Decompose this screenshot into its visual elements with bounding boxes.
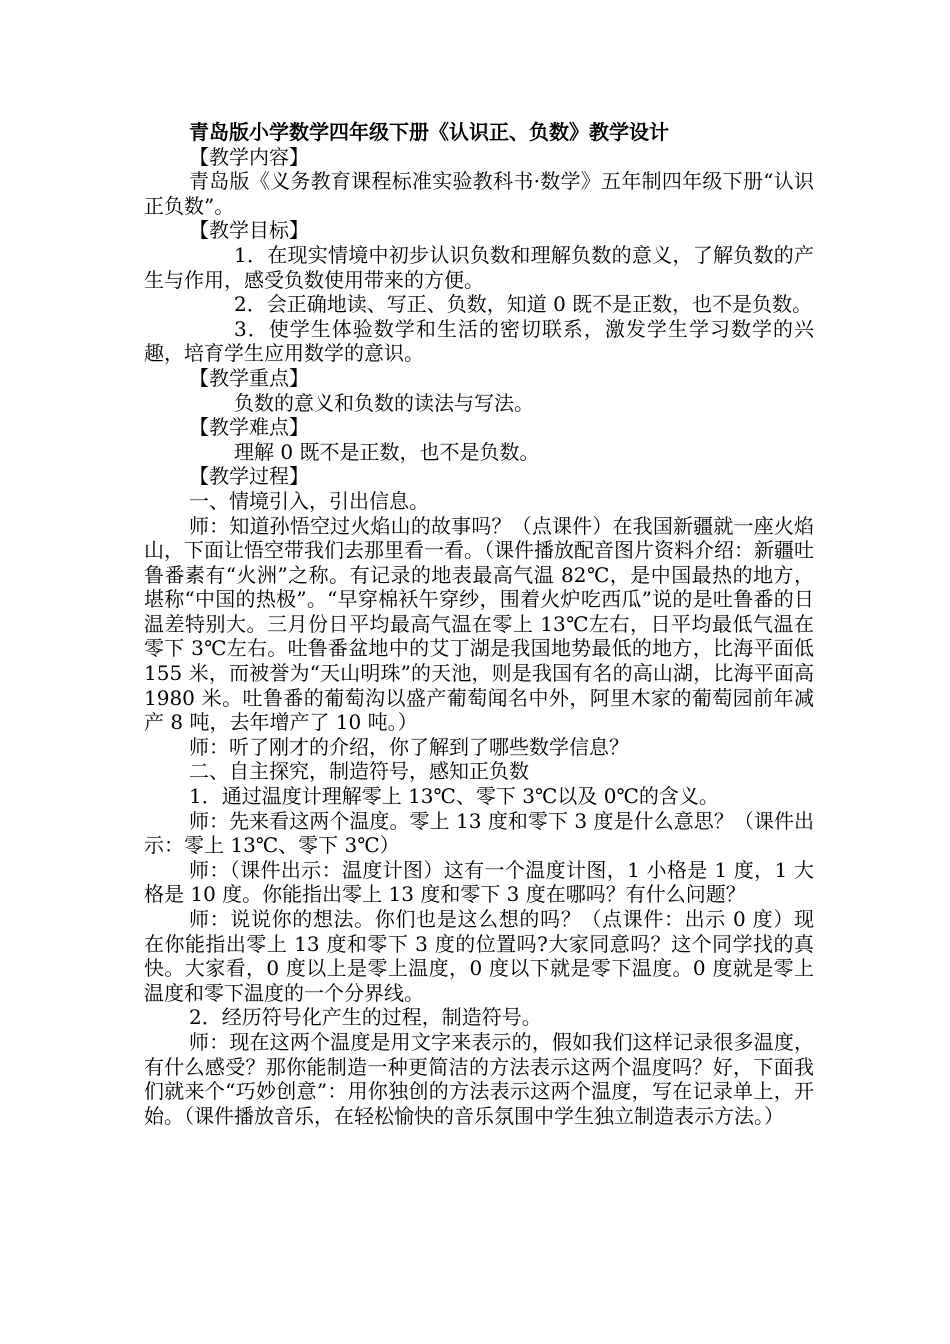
section-heading-process: 【教学过程】: [189, 464, 309, 489]
process-paragraph: 师：知道孙悟空过火焰山的故事吗？（点课件）在我国新疆就一座火焰山，下面让悟空带我们去那里看一看。（课件播放配音图片资料介绍：新疆吐鲁番素有“火洲”之称。有记录的地表最高气温 82℃，是中国最热的地方，堪称“中国的热极”。“早穿棉袄午穿纱，围着火炉吃西瓜”说的是吐鲁番的日温差特别大。三月份日平均最高气温在零上 13℃左右，日平均最低气温在零下 3℃左右。吐鲁番盆地中的艾丁湖是我国地势最低的地方，比海平面低 155 米，而被誉为“天山明珠”的天池，则是我国有名的高山湖，比海平面高 1980 米。吐鲁番的葡萄沟以盛产葡萄闻名中外，阿里木家的葡萄园前年减产 8 吨，去年增产了 10 吨。）: [144, 513, 814, 735]
process-paragraph: 2．经历符号化产生的过程，制造符号。: [189, 1005, 542, 1030]
process-paragraph: 一、情境引入，引出信息。: [189, 488, 429, 513]
process-paragraph: 1．通过温度计理解零上 13℃、零下 3℃以及 0℃的含义。: [189, 784, 719, 809]
process-paragraph: 师：先来看这两个温度。零上 13 度和零下 3 度是什么意思？（课件出示：零上 13℃、零下 3℃）: [144, 808, 814, 858]
goal-item: 2．会正确地读、写正、负数，知道 0 既不是正数，也不是负数。: [234, 292, 813, 317]
section-heading-difficulty: 【教学难点】: [189, 415, 309, 440]
process-paragraph: 师：说说你的想法。你们也是这么想的吗？（点课件：出示 0 度）现在你能指出零上 13 度和零下 3 度的位置吗?大家同意吗？这个同学找的真快。大家看，0 度以上是零上温度，0 度以下就是零下温度。0 度就是零上温度和零下温度的一个分界线。: [144, 907, 814, 1005]
section-heading-content: 【教学内容】: [189, 144, 309, 169]
difficulty-text: 理解 0 既不是正数，也不是负数。: [234, 439, 540, 464]
section-heading-goals: 【教学目标】: [189, 218, 309, 243]
process-paragraph: 师：现在这两个温度是用文字来表示的，假如我们这样记录很多温度，有什么感受？那你能制造一种更简洁的方法表示这两个温度吗？好，下面我们就来个“巧妙创意”：用你独创的方法表示这两个温度，写在记录单上，开始。（课件播放音乐，在轻松愉快的音乐氛围中学生独立制造表示方法。）: [144, 1029, 814, 1128]
document-page: [144, 120, 814, 1128]
document-title: 青岛版小学数学四年级下册《认识正、负数》教学设计: [189, 120, 669, 144]
key-points-text: 负数的意义和负数的读法与写法。: [234, 390, 534, 415]
process-paragraph: 师：听了刚才的介绍，你了解到了哪些数学信息？: [189, 734, 629, 759]
process-paragraph: 二、自主探究，制造符号，感知正负数: [189, 759, 529, 784]
goal-item: 3．使学生体验数学和生活的密切联系，激发学生学习数学的兴趣，培育学生应用数学的意识。: [144, 316, 814, 366]
process-paragraph: 师：（课件出示：温度计图）这有一个温度计图，1 小格是 1 度，1 大格是 10 度。你能指出零上 13 度和零下 3 度在哪吗？有什么问题？: [144, 857, 814, 907]
goal-item: 1．在现实情境中初步认识负数和理解负数的意义，了解负数的产生与作用，感受负数使用带来的方便。: [144, 242, 814, 292]
content-paragraph: 青岛版《义务教育课程标准实验教科书·数学》五年制四年级下册“认识正负数”。: [144, 169, 814, 218]
section-heading-key-points: 【教学重点】: [189, 365, 309, 390]
